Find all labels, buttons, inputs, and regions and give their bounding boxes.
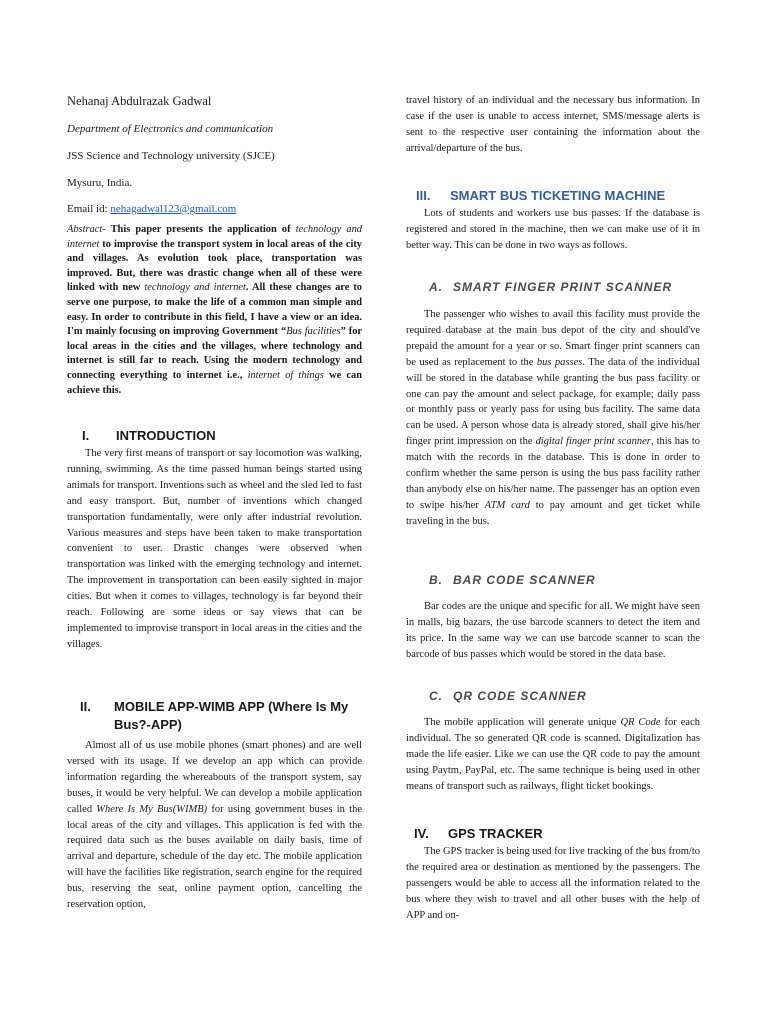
- section-gps-heading: [414, 825, 543, 843]
- section-number: III.: [416, 188, 431, 203]
- section-mobile-app-heading: [80, 698, 348, 734]
- abstract-text: . All these changes are to serve one purpose, to make the life of a common man simple and easy. In order to contribute in this field, I have a view or an idea. I'm mainly focusing on improving Government “: [67, 282, 362, 338]
- email-link[interactable]: nehagadwal123@gmail.com: [110, 203, 237, 215]
- author-email-line: [67, 201, 236, 217]
- author-name: Nehanaj Abdulrazak Gadwal: [67, 94, 212, 108]
- abstract-text: This paper presents the application of: [105, 224, 296, 235]
- abstract-italic: technology and internet: [67, 224, 362, 250]
- para-text: . The data of the individual will be stored in the database while granting the bus pass facility or one can pay the amount and select package, for example; daily pass or monthly pass or yearly pass for using bus facility. The same data can be used. A person whose data is already stored, shall give his/her finger print impression on the: [406, 356, 700, 448]
- subsection-title: QR CODE SCANNER: [453, 689, 587, 703]
- section-title: MOBILE APP-WIMB APP (Where Is My: [114, 699, 349, 714]
- abstract-text: we can achieve this.: [67, 369, 363, 396]
- mobile-app-continuation: travel history of an individual and the necessary bus information. In case if the user is unable to access internet, SMS/message alerts is sent to the respective user containing the information about the arrival/departure of the bus.: [406, 95, 700, 154]
- para-italic: bus passes: [536, 356, 583, 368]
- para-italic: QR Code: [620, 717, 661, 728]
- section-number: II.: [80, 699, 91, 714]
- section-number: I.: [82, 428, 90, 443]
- gps-paragraph: The GPS tracker is being used for live tracking of the bus from/to the required area or destination as mentioned by the passengers. The passengers would be able to access all the information related to the bus where they wish to travel and all other buses with the help of APP and on-: [406, 846, 700, 921]
- subsection-title: BAR CODE SCANNER: [453, 573, 596, 587]
- section-title-line2: Bus?-APP): [114, 717, 182, 732]
- abstract-italic: Bus facilities: [286, 326, 341, 338]
- section-ticketing-heading: [416, 187, 665, 205]
- para-text: , this has to match with the records in the database. This is done in order to confirm whether the same person is using the bus pass facility rather than anybody else on his/her name. The passenger has an option even to swipe his/her: [406, 436, 700, 511]
- ticketing-paragraph: Lots of students and workers use bus passes. If the database is registered and stored in the machine, then we can make use of it in better way. This can be done in two ways as follows.: [406, 208, 700, 251]
- author-department: Department of Electronics and communication: [67, 123, 274, 135]
- subsection-fingerprint-heading: [429, 280, 672, 294]
- para-text: to pay amount and get ticket while traveling in the bus.: [406, 499, 701, 527]
- section-introduction-heading: [82, 427, 216, 445]
- abstract-text: ” for local areas in the cities and the villages, where technology and internet is still far to reach. Using the modern technology and connecting everything to internet i.e.,: [67, 326, 363, 381]
- subsection-barcode-heading: [429, 573, 596, 587]
- author-location: Mysuru, India.: [67, 177, 133, 189]
- para-italic: ATM card: [484, 499, 530, 511]
- para-italic: digital finger print scanner: [535, 436, 651, 448]
- subsection-number: B.: [429, 573, 443, 587]
- mobile-app-paragraph: [67, 738, 362, 913]
- abstract-label: Abstract-: [67, 224, 106, 235]
- subsection-title: SMART FINGER PRINT SCANNER: [453, 280, 673, 294]
- abstract: [67, 223, 362, 398]
- subsection-number: C.: [429, 689, 443, 703]
- para-text: The passenger who wishes to avail this facility must provide the required database at the main bus depot of the city and should've prepaid the amount for a year or so. Smart finger print scanners can be used as replacement to the: [406, 309, 700, 368]
- section-title: SMART BUS TICKETING MACHINE: [450, 188, 666, 203]
- subsection-qrcode-heading: [429, 689, 587, 703]
- barcode-paragraph: Bar codes are the unique and specific for all. We might have seen in malls, big bazars, the use barcode scanners to detect the item and its price. In the same way we can use barcode scanner to scan the barcode of bus passes which would be stored in the data base.: [406, 601, 700, 660]
- para-text: for each individual. The so generated QR code is scanned. Digitalization has made the life easier. Like we can use the QR code to pay the amount using Paytm, PayPal, etc. The same technique is being used in other means of transport such as railways, flight ticket bookings.: [406, 717, 700, 792]
- section-title: GPS TRACKER: [448, 826, 543, 841]
- para-text: Almost all of us use mobile phones (smart phones) and are well versed with its usage. If we develop an app which can provide information regarding the whereabouts of the transport system, say buses, it would be very helpful. We can develop a mobile application called: [67, 740, 362, 815]
- subsection-number: A.: [429, 280, 443, 294]
- fingerprint-paragraph: [406, 307, 700, 530]
- para-text: The mobile application will generate unique: [424, 717, 621, 728]
- section-number: IV.: [414, 826, 429, 841]
- para-italic: Where Is My Bus(WIMB): [96, 803, 208, 815]
- abstract-text: to improvise the transport system in local areas of the city and villages. As evolution took place, transportation was improved. But, there was drastic change when all of these were linked with new: [67, 238, 362, 294]
- abstract-italic: technology and internet: [144, 282, 246, 294]
- para-text: for using government buses in the local areas of the city and villages. This application is fed with the required data such as the buses available on daily basis, time of arrival and departure, schedule of the day etc. The mobile application will have the facilities like registration, search engine for the required bus, reserving the seat, online payment option, cancelling the reservation option,: [67, 803, 362, 911]
- qrcode-paragraph: [406, 715, 700, 795]
- author-university: JSS Science and Technology university (SJCE): [67, 150, 275, 162]
- section-title: INTRODUCTION: [116, 428, 216, 443]
- introduction-paragraph: The very first means of transport or say locomotion was walking, running, swimming. As the time passed human beings started using animals for transport. Inventions such as wheel and the sled led to fast and easy transport. But, number of inventions which changed transportation fundamentally, were only after industrial revolution. Various measures and steps have been taken to make transportation convenient to user. Drastic changes were observed when transportation was linked with the emerging technology and internet. The improvement in transportation can been easily sighted in major cities. But when it comes to villages, technology is far beyond their reach. Following are some ideas or say views that can be implemented to improvise transport in local areas in the cities and the villages.: [67, 448, 362, 650]
- abstract-italic: internet of things: [247, 369, 324, 381]
- email-label: Email id:: [67, 203, 108, 215]
